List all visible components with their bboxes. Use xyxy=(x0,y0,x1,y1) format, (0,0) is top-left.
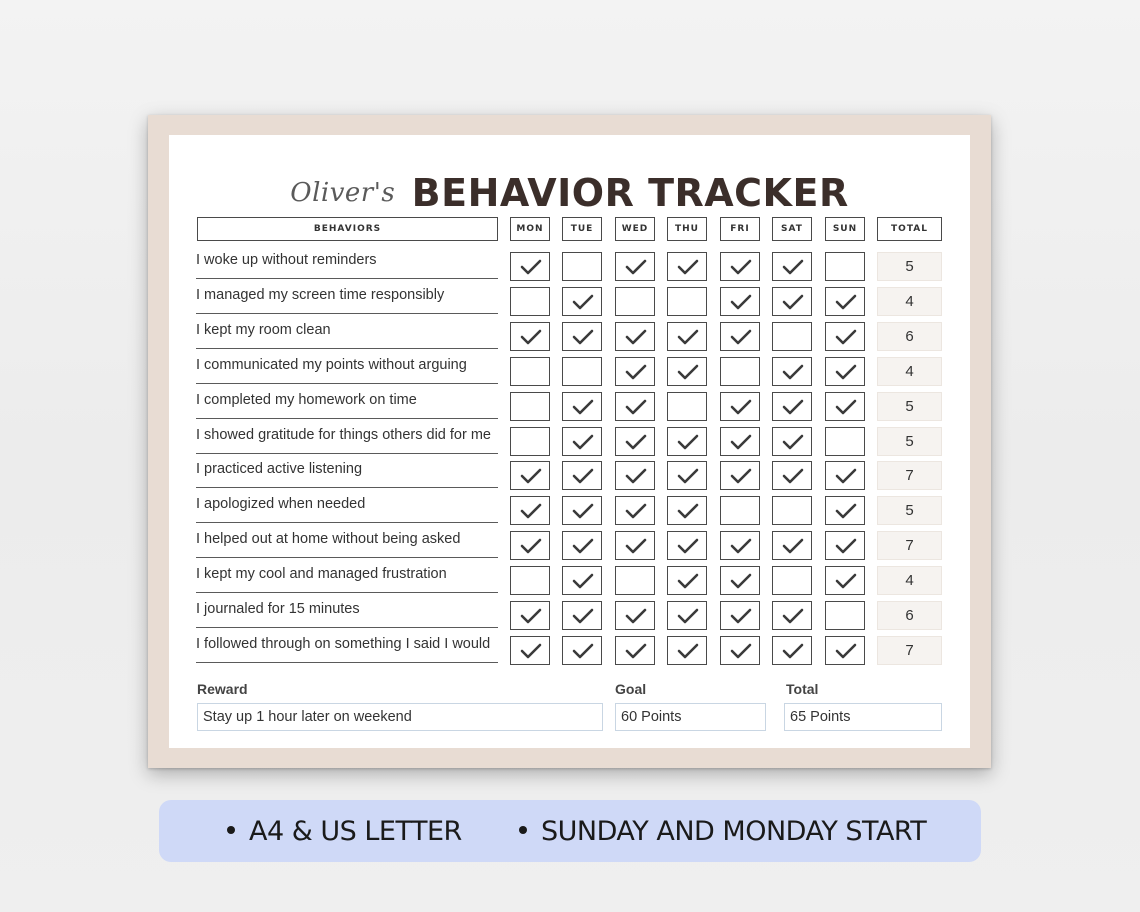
row-total: 4 xyxy=(877,566,942,595)
day-checkbox[interactable] xyxy=(562,357,602,386)
day-checkbox[interactable] xyxy=(720,392,760,421)
behavior-label: I practiced active listening xyxy=(196,459,498,488)
day-checkbox[interactable] xyxy=(562,287,602,316)
day-checkbox[interactable] xyxy=(667,322,707,351)
day-header: THU xyxy=(667,217,707,241)
day-checkbox[interactable] xyxy=(825,461,865,490)
behavior-label: I journaled for 15 minutes xyxy=(196,599,498,628)
day-checkbox[interactable] xyxy=(772,531,812,560)
day-checkbox[interactable] xyxy=(615,392,655,421)
day-checkbox[interactable] xyxy=(720,636,760,665)
banner-item xyxy=(519,816,926,847)
behavior-label: I communicated my points without arguing xyxy=(196,355,498,384)
day-checkbox[interactable] xyxy=(825,287,865,316)
day-checkbox[interactable] xyxy=(825,496,865,525)
day-checkbox[interactable] xyxy=(562,392,602,421)
day-checkbox[interactable] xyxy=(667,252,707,281)
day-checkbox[interactable] xyxy=(562,461,602,490)
goal-field[interactable]: 60 Points xyxy=(615,703,766,731)
feature-banner xyxy=(159,800,981,862)
day-checkbox[interactable] xyxy=(562,427,602,456)
behaviors-header: BEHAVIORS xyxy=(197,217,498,241)
day-checkbox[interactable] xyxy=(825,566,865,595)
row-total: 4 xyxy=(877,287,942,316)
banner-item-text: A4 & US LETTER xyxy=(249,815,462,847)
day-header: SUN xyxy=(825,217,865,241)
day-checkbox[interactable] xyxy=(615,287,655,316)
total-header: TOTAL xyxy=(877,217,942,241)
behavior-label: I kept my cool and managed frustration xyxy=(196,564,498,593)
day-checkbox[interactable] xyxy=(510,322,550,351)
points-total-label: Total xyxy=(786,681,819,697)
day-checkbox[interactable] xyxy=(772,496,812,525)
day-checkbox[interactable] xyxy=(825,636,865,665)
row-total: 7 xyxy=(877,461,942,490)
behavior-label: I showed gratitude for things others did for me xyxy=(196,425,498,454)
banner-item-text: SUNDAY AND MONDAY START xyxy=(541,815,927,847)
day-checkbox[interactable] xyxy=(825,392,865,421)
reward-field[interactable]: Stay up 1 hour later on weekend xyxy=(197,703,603,731)
day-checkbox[interactable] xyxy=(772,392,812,421)
day-checkbox[interactable] xyxy=(720,496,760,525)
day-checkbox[interactable] xyxy=(667,566,707,595)
day-checkbox[interactable] xyxy=(720,287,760,316)
day-checkbox[interactable] xyxy=(825,322,865,351)
day-checkbox[interactable] xyxy=(772,636,812,665)
day-checkbox[interactable] xyxy=(720,427,760,456)
child-name: Oliver's xyxy=(290,178,396,208)
day-checkbox[interactable] xyxy=(562,322,602,351)
day-checkbox[interactable] xyxy=(510,496,550,525)
day-checkbox[interactable] xyxy=(825,357,865,386)
day-checkbox[interactable] xyxy=(510,427,550,456)
goal-label: Goal xyxy=(615,681,647,697)
day-checkbox[interactable] xyxy=(510,566,550,595)
day-checkbox[interactable] xyxy=(510,636,550,665)
row-total: 6 xyxy=(877,601,942,630)
row-total: 5 xyxy=(877,496,942,525)
day-checkbox[interactable] xyxy=(667,427,707,456)
behavior-label: I helped out at home without being asked xyxy=(196,529,498,558)
day-checkbox[interactable] xyxy=(510,601,550,630)
day-checkbox[interactable] xyxy=(720,461,760,490)
day-checkbox[interactable] xyxy=(667,531,707,560)
day-checkbox[interactable] xyxy=(772,287,812,316)
day-checkbox[interactable] xyxy=(772,322,812,351)
day-checkbox[interactable] xyxy=(510,392,550,421)
page-title xyxy=(169,171,970,221)
day-checkbox[interactable] xyxy=(667,601,707,630)
day-checkbox[interactable] xyxy=(510,287,550,316)
behavior-label: I apologized when needed xyxy=(196,494,498,523)
tracker-sheet xyxy=(169,135,970,748)
day-checkbox[interactable] xyxy=(562,566,602,595)
row-total: 4 xyxy=(877,357,942,386)
day-checkbox[interactable] xyxy=(720,601,760,630)
tracker-title: BEHAVIOR TRACKER xyxy=(411,171,849,215)
day-checkbox[interactable] xyxy=(772,461,812,490)
row-total: 5 xyxy=(877,427,942,456)
day-checkbox[interactable] xyxy=(720,252,760,281)
day-checkbox[interactable] xyxy=(825,531,865,560)
row-total: 7 xyxy=(877,531,942,560)
day-checkbox[interactable] xyxy=(615,461,655,490)
day-checkbox[interactable] xyxy=(667,636,707,665)
bullet-icon xyxy=(519,826,527,834)
day-checkbox[interactable] xyxy=(562,601,602,630)
day-checkbox[interactable] xyxy=(772,601,812,630)
row-total: 6 xyxy=(877,322,942,351)
day-checkbox[interactable] xyxy=(772,427,812,456)
day-checkbox[interactable] xyxy=(562,636,602,665)
day-checkbox[interactable] xyxy=(772,252,812,281)
day-checkbox[interactable] xyxy=(615,252,655,281)
day-checkbox[interactable] xyxy=(615,427,655,456)
day-checkbox[interactable] xyxy=(615,601,655,630)
behavior-label: I completed my homework on time xyxy=(196,390,498,419)
day-checkbox[interactable] xyxy=(562,252,602,281)
day-header: MON xyxy=(510,217,550,241)
day-checkbox[interactable] xyxy=(615,496,655,525)
day-checkbox[interactable] xyxy=(667,357,707,386)
day-checkbox[interactable] xyxy=(720,531,760,560)
day-header: SAT xyxy=(772,217,812,241)
row-total: 5 xyxy=(877,252,942,281)
day-checkbox[interactable] xyxy=(720,357,760,386)
behavior-label: I managed my screen time responsibly xyxy=(196,285,498,314)
day-checkbox[interactable] xyxy=(772,566,812,595)
behavior-label: I woke up without reminders xyxy=(196,250,498,279)
day-checkbox[interactable] xyxy=(510,357,550,386)
day-checkbox[interactable] xyxy=(615,566,655,595)
day-header: WED xyxy=(615,217,655,241)
day-checkbox[interactable] xyxy=(562,496,602,525)
day-checkbox[interactable] xyxy=(667,392,707,421)
day-checkbox[interactable] xyxy=(562,531,602,560)
day-checkbox[interactable] xyxy=(510,461,550,490)
day-checkbox[interactable] xyxy=(615,531,655,560)
day-checkbox[interactable] xyxy=(615,357,655,386)
day-header: FRI xyxy=(720,217,760,241)
day-checkbox[interactable] xyxy=(825,427,865,456)
day-checkbox[interactable] xyxy=(667,287,707,316)
day-checkbox[interactable] xyxy=(720,322,760,351)
day-header: TUE xyxy=(562,217,602,241)
day-checkbox[interactable] xyxy=(825,252,865,281)
day-checkbox[interactable] xyxy=(510,531,550,560)
bullet-icon xyxy=(227,826,235,834)
day-checkbox[interactable] xyxy=(667,496,707,525)
day-checkbox[interactable] xyxy=(615,322,655,351)
day-checkbox[interactable] xyxy=(720,566,760,595)
points-total-field[interactable]: 65 Points xyxy=(784,703,942,731)
day-checkbox[interactable] xyxy=(772,357,812,386)
banner-item xyxy=(227,816,462,847)
day-checkbox[interactable] xyxy=(510,252,550,281)
tracker-frame xyxy=(148,115,991,768)
day-checkbox[interactable] xyxy=(615,636,655,665)
day-checkbox[interactable] xyxy=(825,601,865,630)
behavior-label: I followed through on something I said I would xyxy=(196,634,498,663)
row-total: 7 xyxy=(877,636,942,665)
reward-label: Reward xyxy=(197,681,248,697)
row-total: 5 xyxy=(877,392,942,421)
behavior-label: I kept my room clean xyxy=(196,320,498,349)
day-checkbox[interactable] xyxy=(667,461,707,490)
